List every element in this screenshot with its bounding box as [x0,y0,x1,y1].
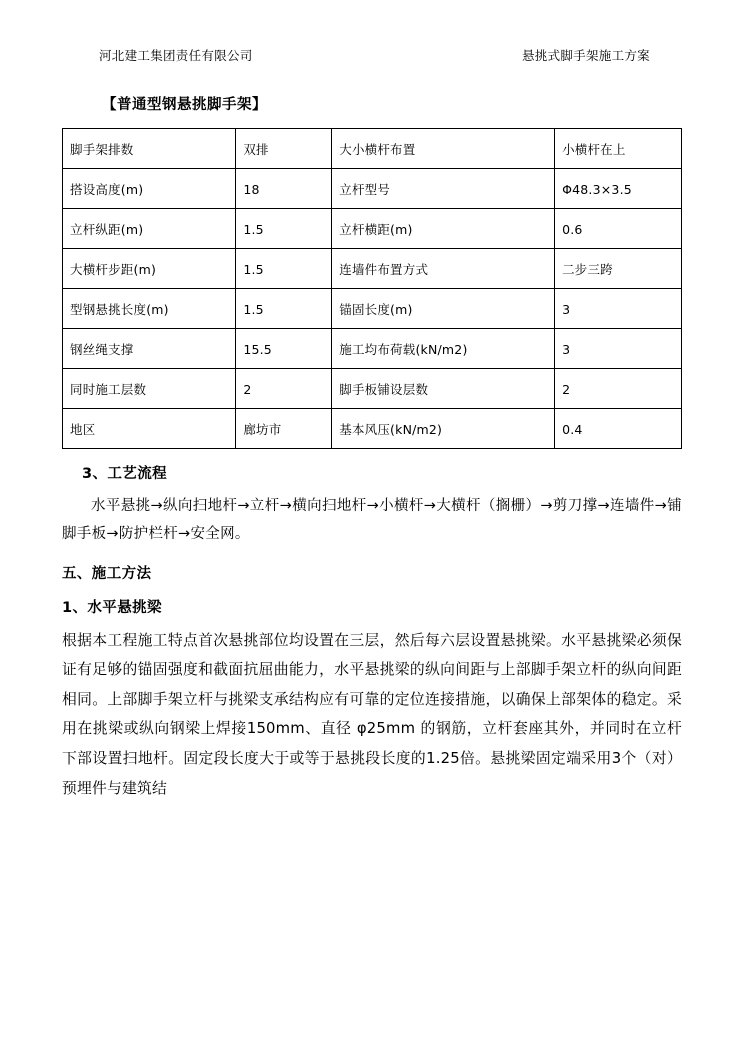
table-cell: 锚固长度(m) [332,289,555,329]
table-row [63,169,682,209]
heading-process-flow: 3、工艺流程 [82,466,167,482]
body-paragraph: 根据本工程施工特点首次悬挑部位均设置在三层，然后每六层设置悬挑梁。水平悬挑梁必须保证有足够的锚固强度和截面抗屈曲能力，水平悬挑梁的纵向间距与上部脚手架立杆的纵向间距相同。上部脚手架立杆与挑梁支承结构应有可靠的定位连接措施，以确保上部架体的稳定。采用在挑梁或纵向钢梁上焊接150mm、直径 φ25mm 的钢筋，立杆套座其外，并同时在立杆下部设置扫地杆。固定段长度大于或等于悬挑段长度的1.25倍。悬挑梁固定端采用3个（对）预埋件与建筑结 [62,631,682,797]
table-cell: 立杆纵距(m) [63,209,236,249]
table-cell: 连墙件布置方式 [332,249,555,289]
header-document-title: 悬挑式脚手架施工方案 [521,48,650,63]
table-cell: 0.6 [555,209,682,249]
table-cell: 立杆横距(m) [332,209,555,249]
table-cell: Φ48.3×3.5 [555,169,682,209]
table-cell: 0.4 [555,409,682,449]
table-cell: 15.5 [236,329,332,369]
table-cell: 双排 [236,129,332,169]
process-flow-text: 水平悬挑→纵向扫地杆→立杆→横向扫地杆→小横杆→大横杆（搁栅）→剪刀撑→连墙件→铺脚手板→防护栏杆→安全网。 [62,498,682,543]
table-cell: 18 [236,169,332,209]
table-row [63,409,682,449]
table-cell: 小横杆在上 [555,129,682,169]
table-cell: 型钢悬挑长度(m) [63,289,236,329]
table-row [63,329,682,369]
table-cell: 1.5 [236,249,332,289]
table-row [63,209,682,249]
table-cell: 搭设高度(m) [63,169,236,209]
table-cell: 2 [236,369,332,409]
bracket-title: 【普通型钢悬挑脚手架】 [102,97,267,113]
table-row [63,289,682,329]
table-cell: 施工均布荷载(kN/m2) [332,329,555,369]
scaffold-spec-table [62,128,682,449]
table-cell: 2 [555,369,682,409]
heading-construction-method: 五、施工方法 [62,565,152,582]
table-cell: 1.5 [236,289,332,329]
heading-horizontal-cantilever-beam: 1、水平悬挑梁 [62,599,162,616]
table-cell: 脚手架排数 [63,129,236,169]
table-cell: 二步三跨 [555,249,682,289]
table-row [63,129,682,169]
table-cell: 钢丝绳支撑 [63,329,236,369]
table-cell: 地区 [63,409,236,449]
table-cell: 基本风压(kN/m2) [332,409,555,449]
table-row [63,249,682,289]
table-cell: 3 [555,329,682,369]
table-cell: 1.5 [236,209,332,249]
table-cell: 立杆型号 [332,169,555,209]
table-cell: 脚手板铺设层数 [332,369,555,409]
table-cell: 同时施工层数 [63,369,236,409]
table-cell: 3 [555,289,682,329]
table-cell: 大小横杆布置 [332,129,555,169]
header-company-name: 河北建工集团责任有限公司 [99,48,253,63]
table-cell: 大横杆步距(m) [63,249,236,289]
page-header [62,48,682,63]
table-row [63,369,682,409]
table-cell: 廊坊市 [236,409,332,449]
